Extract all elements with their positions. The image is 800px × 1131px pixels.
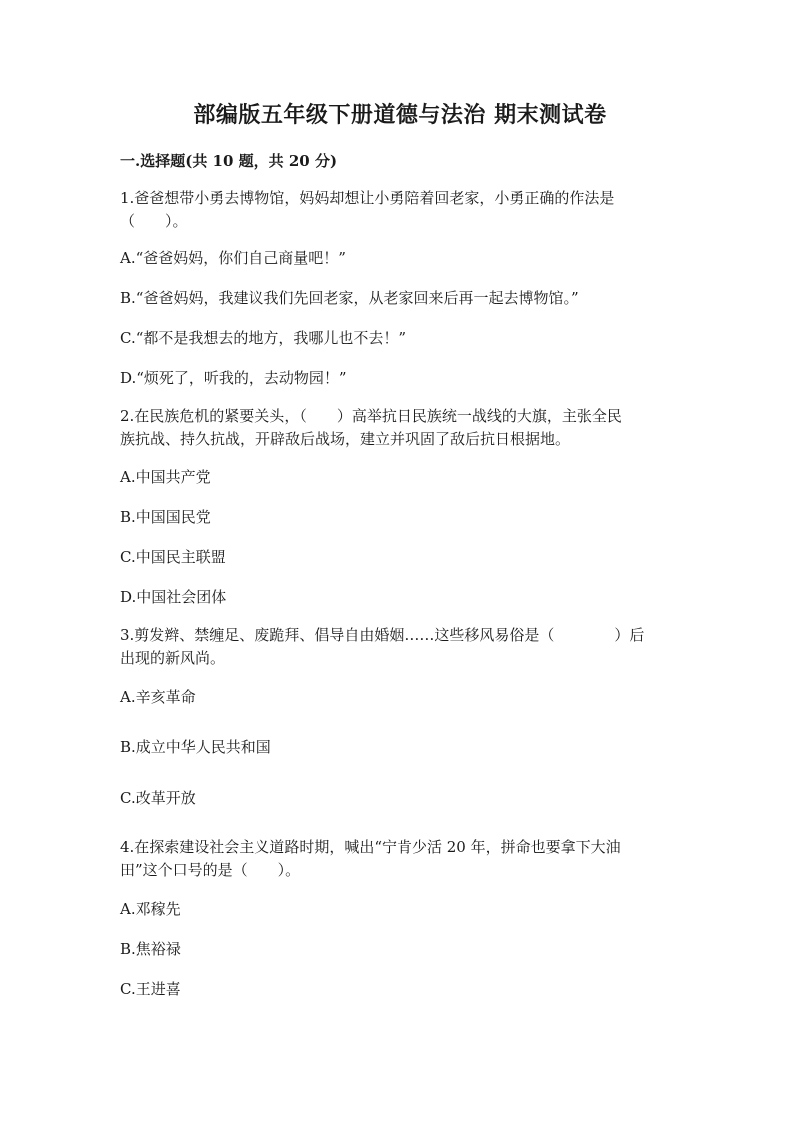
question-stem-line: 1.爸爸想带小勇去博物馆，妈妈却想让小勇陪着回老家，小勇正确的作法是 — [120, 189, 615, 207]
question-3-stem — [120, 624, 680, 670]
question-stem-line: 出现的新风尚。 — [120, 649, 226, 667]
question-stem-line: （ ）。 — [120, 212, 188, 230]
question-4-stem — [120, 836, 680, 882]
question-2-stem — [120, 405, 680, 451]
question-stem-line: 田”这个口号的是（ ）。 — [120, 861, 301, 879]
option-2c: C.中国民主联盟 — [120, 548, 226, 566]
option-3b: B.成立中华人民共和国 — [120, 738, 271, 756]
option-4a: A.邓稼先 — [120, 900, 181, 918]
option-2a: A.中国共产党 — [120, 468, 211, 486]
question-stem-line: 族抗战、持久抗战，开辟敌后战场，建立并巩固了敌后抗日根据地。 — [120, 430, 571, 448]
option-4c: C.王进喜 — [120, 980, 181, 998]
option-1c: C.“都不是我想去的地方，我哪儿也不去！” — [120, 329, 407, 347]
section-heading: 一.选择题(共 10 题，共 20 分) — [120, 152, 338, 170]
option-1b: B.“爸爸妈妈，我建议我们先回老家，从老家回来后再一起去博物馆。” — [120, 289, 579, 307]
option-4b: B.焦裕禄 — [120, 940, 181, 958]
option-1d: D.“烦死了，听我的，去动物园！” — [120, 369, 347, 387]
option-3c: C.改革开放 — [120, 789, 196, 807]
question-1-stem — [120, 187, 680, 233]
option-2d: D.中国社会团体 — [120, 588, 227, 606]
option-1a: A.“爸爸妈妈，你们自己商量吧！” — [120, 249, 346, 267]
question-stem-line: 3.剪发辫、禁缠足、废跪拜、倡导自由婚姻……这些移风易俗是（ ）后 — [120, 626, 645, 644]
option-2b: B.中国国民党 — [120, 508, 211, 526]
question-stem-line: 2.在民族危机的紧要关头，（ ）高举抗日民族统一战线的大旗，主张全民 — [120, 407, 622, 425]
page-title: 部编版五年级下册道德与法治 期末测试卷 — [193, 102, 607, 128]
option-3a: A.辛亥革命 — [120, 688, 196, 706]
question-stem-line: 4.在探索建设社会主义道路时期，喊出“宁肯少活 20 年，拼命也要拿下大油 — [120, 838, 621, 856]
